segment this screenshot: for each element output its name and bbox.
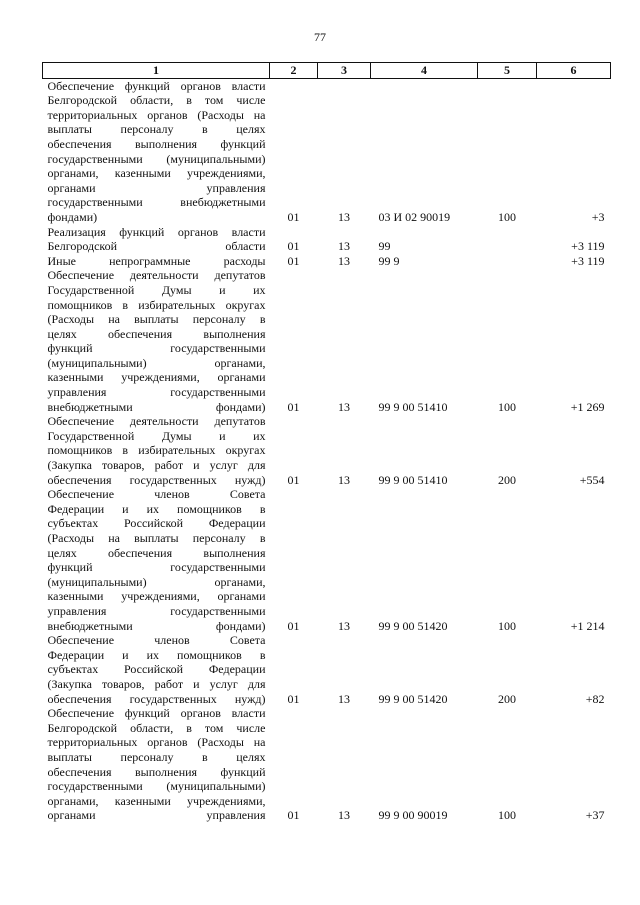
row-name-line: казенными учреждениями, органами (47, 589, 266, 604)
row-target-article-code: 99 9 00 51410 (378, 399, 448, 414)
row-name-line: внебюджетными фондами) (47, 618, 266, 633)
row-name-line: Белгородской области (47, 239, 266, 254)
row-expense-type-code: 100 (498, 399, 516, 414)
row-name-line: государственными (муниципальными) (47, 779, 266, 794)
row-name (43, 225, 270, 254)
row-target-article-code: 03 И 02 90019 (378, 209, 451, 224)
row-subsection-code: 13 (338, 618, 350, 633)
table-row (43, 268, 611, 414)
row-target-article-code: 99 9 00 51420 (378, 691, 448, 706)
row-section-code: 01 (287, 209, 300, 224)
row-name-line: Государственной Думы и их (47, 428, 266, 443)
budget-table (42, 62, 611, 823)
row-section-code: 01 (287, 691, 300, 706)
row-name-line: обеспечения выполнения функций (47, 764, 266, 779)
table-row (43, 633, 611, 706)
header-col-3: 3 (318, 63, 371, 79)
header-col-1: 1 (43, 63, 270, 79)
row-expense-type-code (478, 254, 537, 269)
table-row (43, 706, 611, 823)
table-row (43, 225, 611, 254)
row-name-line: обеспечения государственных нужд) (47, 691, 266, 706)
row-name-line: Обеспечение функций органов власти (47, 706, 266, 721)
row-name (43, 78, 270, 224)
row-subsection-code: 13 (338, 808, 350, 823)
row-name-line: казенными учреждениями, органами (47, 370, 266, 385)
row-name-line: Обеспечение членов Совета (47, 487, 266, 502)
row-name-line: помощников в избирательных округах (47, 297, 266, 312)
row-name-line: фондами) (47, 209, 98, 224)
row-amount: +37 (585, 808, 605, 823)
row-expense-type-code: 100 (498, 808, 516, 823)
row-expense-type-code: 200 (498, 472, 516, 487)
row-name-line: Обеспечение деятельности депутатов (47, 414, 266, 429)
row-name-line: целях обеспечения выполнения (47, 326, 266, 341)
row-name-line: функций государственными (47, 341, 266, 356)
row-name-line: обеспечения выполнения функций (47, 136, 266, 151)
row-name (43, 706, 270, 823)
row-name-line: территориальных органов (Расходы на (47, 735, 266, 750)
table-row (43, 78, 611, 224)
row-subsection-code: 13 (338, 209, 350, 224)
row-name-line: Иные непрограммные расходы (47, 253, 266, 268)
row-subsection-code: 13 (338, 691, 350, 706)
row-subsection-code: 13 (338, 239, 350, 254)
table-row (43, 487, 611, 633)
row-name-line: субъектах Российской Федерации (47, 662, 266, 677)
table-row (43, 414, 611, 487)
row-name-line: выплаты персоналу в целях (47, 122, 266, 137)
row-name-line: Обеспечение деятельности депутатов (47, 268, 266, 283)
row-amount: +3 119 (571, 239, 605, 254)
header-col-4: 4 (371, 63, 478, 79)
row-section-code: 01 (287, 399, 300, 414)
row-name-line: Федерации и их помощников в (47, 647, 266, 662)
row-name-line: государственными внебюджетными (47, 195, 266, 210)
header-row (43, 63, 611, 79)
row-target-article-code: 99 9 00 51410 (378, 472, 448, 487)
header-col-5: 5 (478, 63, 537, 79)
row-name-line: органами, казенными учреждениями, (47, 166, 266, 181)
row-name-line: управления государственными (47, 603, 266, 618)
row-name-line: (муниципальными) органами, (47, 574, 266, 589)
row-subsection-code: 13 (338, 253, 350, 268)
row-name-line: Белгородской области, в том числе (47, 720, 266, 735)
row-section-code: 01 (287, 472, 300, 487)
row-amount: +1 214 (570, 618, 605, 633)
row-target-article-code: 99 9 00 90019 (378, 808, 448, 823)
row-name-line: (Закупка товаров, работ и услуг для (47, 676, 266, 691)
row-name-line: (муниципальными) органами, (47, 355, 266, 370)
row-expense-type-code: 100 (498, 618, 516, 633)
row-name-line: (Закупка товаров, работ и услуг для (47, 458, 266, 473)
row-name (43, 487, 270, 633)
row-target-article-code: 99 (378, 239, 391, 254)
row-name-line: управления государственными (47, 385, 266, 400)
row-name (43, 414, 270, 487)
row-amount: +82 (585, 691, 605, 706)
row-amount: +3 119 (571, 253, 605, 268)
row-section-code: 01 (287, 253, 300, 268)
row-name-line: внебюджетными фондами) (47, 399, 266, 414)
row-section-code: 01 (287, 239, 300, 254)
row-name-line: Белгородской области, в том числе (47, 93, 266, 108)
row-name (43, 633, 270, 706)
header-col-6: 6 (537, 63, 611, 79)
row-name-line: Обеспечение функций органов власти (47, 78, 266, 93)
row-expense-type-code: 200 (498, 691, 516, 706)
row-name (43, 268, 270, 414)
table-row (43, 254, 611, 269)
row-name-line: функций государственными (47, 560, 266, 575)
row-subsection-code: 13 (338, 399, 350, 414)
row-name-line: субъектах Российской Федерации (47, 516, 266, 531)
row-name-line: (Расходы на выплаты персоналу в (47, 531, 266, 545)
row-name-line: целях обеспечения выполнения (47, 545, 266, 560)
row-expense-type-code: 100 (498, 209, 516, 224)
row-name-line: органами управления (47, 180, 266, 195)
row-amount: +3 (591, 209, 605, 224)
row-name-line: обеспечения государственных нужд) (47, 472, 266, 487)
row-expense-type-code (478, 225, 537, 254)
row-name-line: помощников в избирательных округах (47, 443, 266, 458)
row-name-line: органами, казенными учреждениями, (47, 793, 266, 808)
row-amount: +554 (579, 472, 605, 487)
header-col-2: 2 (270, 63, 318, 79)
row-name (43, 254, 270, 269)
row-name-line: выплаты персоналу в целях (47, 749, 266, 764)
row-name-line: Государственной Думы и их (47, 282, 266, 297)
row-target-article-code: 99 9 (378, 253, 400, 268)
page-number: 77 (314, 30, 326, 44)
row-section-code: 01 (287, 618, 300, 633)
row-name-line: органами управления (47, 808, 266, 823)
row-name-line: территориальных органов (Расходы на (47, 107, 266, 122)
row-name-line: Федерации и их помощников в (47, 501, 266, 516)
row-subsection-code: 13 (338, 472, 350, 487)
row-name-line: Обеспечение членов Совета (47, 633, 266, 648)
row-name-line: Реализация функций органов власти (47, 224, 266, 239)
row-name-line: государственными (муниципальными) (47, 151, 266, 166)
row-target-article-code: 99 9 00 51420 (378, 618, 448, 633)
row-section-code: 01 (287, 808, 300, 823)
row-amount: +1 269 (570, 399, 605, 414)
row-name-line: (Расходы на выплаты персоналу в (47, 312, 266, 327)
